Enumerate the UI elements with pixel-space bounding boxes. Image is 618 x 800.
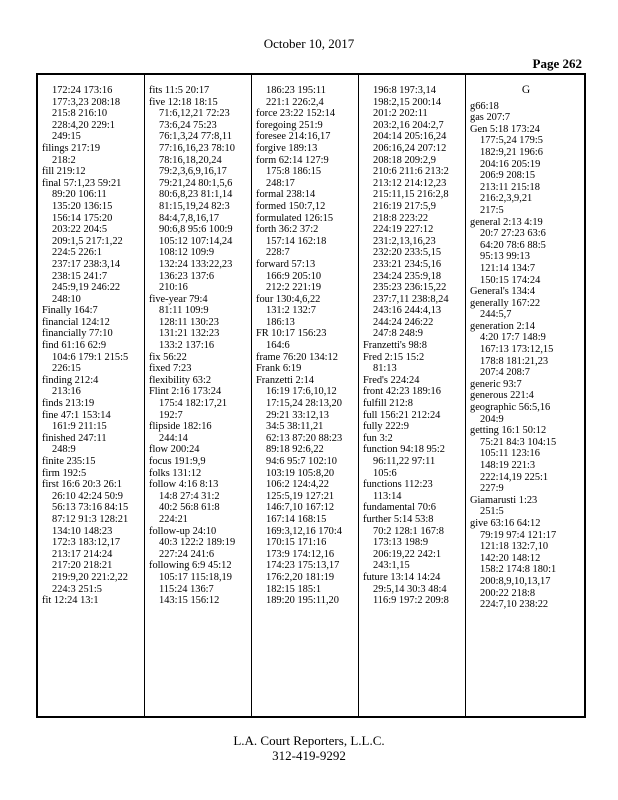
footer-company: L.A. Court Reporters, L.L.C. <box>233 733 385 748</box>
index-entry: generous 221:4 <box>470 390 534 402</box>
index-entry: g66:18 <box>470 100 499 112</box>
index-entry-continuation: 243:1,15 <box>373 560 410 572</box>
index-entry-continuation: 105:6 <box>373 467 397 479</box>
index-entry-continuation: 90:6,8 95:6 100:9 <box>159 224 233 236</box>
index-entry-continuation: 79:19 97:4 121:17 <box>480 529 557 541</box>
index-entry-continuation: 146:7,10 167:12 <box>266 502 335 514</box>
index-entry-continuation: 56:13 73:16 84:15 <box>52 502 129 514</box>
index-entry-continuation: 4:20 17:7 148:9 <box>480 332 546 344</box>
index-entry-continuation: 164:6 <box>266 340 290 352</box>
index-entry-continuation: 228:4,20 229:1 <box>52 119 115 131</box>
index-entry-continuation: 177:5,24 179:5 <box>480 135 543 147</box>
index-entry: fixed 7:23 <box>149 363 192 375</box>
index-entry-continuation: 134:10 148:23 <box>52 525 113 537</box>
index-entry-continuation: 224:21 <box>159 513 188 525</box>
index-entry: flexibility 63:2 <box>149 374 212 386</box>
index-entry: geographic 56:5,16 <box>470 402 551 414</box>
index-entry-continuation: 167:13 173:12,15 <box>480 344 554 356</box>
index-entry-continuation: 232:20 233:5,15 <box>373 247 442 259</box>
index-entry-continuation: 173:9 174:12,16 <box>266 548 335 560</box>
index-entry-continuation: 186:23 195:11 <box>266 85 326 96</box>
index-entry-continuation: 237:17 238:3,14 <box>52 258 121 270</box>
index-entry: fun 3:2 <box>363 432 393 444</box>
index-entry-continuation: 40:2 56:8 61:8 <box>159 502 220 514</box>
index-entry-continuation: 176:2,20 181:19 <box>266 571 335 583</box>
column-divider <box>144 75 145 716</box>
index-entry-continuation: 89:20 106:11 <box>52 189 107 201</box>
index-entry-continuation: 62:13 87:20 88:23 <box>266 432 343 444</box>
index-entry-continuation: 136:23 137:6 <box>159 270 215 282</box>
index-entry-continuation: 217:5 <box>480 204 504 216</box>
index-entry-continuation: 70:2 128:1 167:8 <box>373 525 445 537</box>
index-entry-continuation: 218:8 223:22 <box>373 212 429 224</box>
index-entry-continuation: 177:3,23 208:18 <box>52 96 121 108</box>
index-entry: getting 16:1 50:12 <box>470 425 547 437</box>
index-entry: formulated 126:15 <box>256 212 334 224</box>
index-entry-continuation: 161:9 211:15 <box>52 421 107 433</box>
index-entry-continuation: 95:13 99:13 <box>480 251 530 263</box>
index-entry-continuation: 89:18 92:6,22 <box>266 444 324 456</box>
index-entry-continuation: 77:16,16,23 78:10 <box>159 142 235 154</box>
index-entry-continuation: 143:15 156:12 <box>159 595 220 607</box>
index-entry-continuation: 175:4 182:17,21 <box>159 398 228 410</box>
index-entry: fine 47:1 153:14 <box>42 409 111 421</box>
index-entry-continuation: 142:20 148:12 <box>480 552 541 564</box>
index-entry: fulfill 212:8 <box>363 398 413 410</box>
index-entry-continuation: 29:21 33:12,13 <box>266 409 329 421</box>
index-entry-continuation: 251:5 <box>480 506 504 518</box>
index-entry: future 13:14 14:24 <box>363 571 441 583</box>
index-entry-continuation: 235:23 236:15,22 <box>373 282 447 294</box>
index-entry: financial 124:12 <box>42 316 110 328</box>
index-entry-continuation: 78:16,18,20,24 <box>159 154 222 166</box>
index-entry-continuation: 81:13 <box>373 363 397 375</box>
index-entry: fundamental 70:6 <box>363 502 437 514</box>
index-entry: Finally 164:7 <box>42 305 98 317</box>
index-entry-continuation: 105:12 107:14,24 <box>159 235 233 247</box>
index-entry: generally 167:22 <box>470 297 541 309</box>
section-letter-heading: G <box>521 85 531 96</box>
index-entry: finite 235:15 <box>42 456 96 467</box>
index-entry: form 62:14 127:9 <box>256 154 329 166</box>
index-entry: first 16:6 20:3 26:1 <box>42 479 122 491</box>
index-entry-continuation: 131:2 132:7 <box>266 305 316 317</box>
index-entry-continuation: 244:24 246:22 <box>373 316 434 328</box>
index-entry: following 6:9 45:12 <box>149 560 232 572</box>
index-entry-continuation: 75:21 84:3 104:15 <box>480 436 557 448</box>
index-entry-continuation: 175:8 186:15 <box>266 166 322 178</box>
index-entry-continuation: 248:17 <box>266 177 295 189</box>
index-entry-continuation: 173:13 198:9 <box>373 537 429 549</box>
index-entry-continuation: 115:24 136:7 <box>159 583 214 595</box>
index-entry: general 2:13 4:19 <box>470 216 543 228</box>
index-entry-continuation: 218:2 <box>52 154 76 166</box>
index-entry-continuation: 94:6 95:7 102:10 <box>266 456 338 467</box>
index-entry: Fred's 224:24 <box>363 374 420 386</box>
index-entry-continuation: 116:9 197:2 209:8 <box>373 595 449 607</box>
index-entry-continuation: 106:2 124:4,22 <box>266 479 329 491</box>
index-entry: forgive 189:13 <box>256 142 318 154</box>
index-entry-continuation: 150:15 174:24 <box>480 274 541 286</box>
index-entry-continuation: 178:8 181:21,23 <box>480 355 549 367</box>
index-entry-continuation: 172:3 183:12,17 <box>52 537 121 549</box>
index-entry-continuation: 121:14 134:7 <box>480 262 536 274</box>
index-entry: focus 191:9,9 <box>149 456 206 467</box>
index-entry: final 57:1,23 59:21 <box>42 177 122 189</box>
index-entry: Frank 6:19 <box>256 363 302 375</box>
index-entry-continuation: 244:14 <box>159 432 188 444</box>
index-entry: formed 150:7,12 <box>256 200 326 212</box>
index-entry-continuation: 243:16 244:4,13 <box>373 305 442 317</box>
index-entry-continuation: 167:14 168:15 <box>266 513 327 525</box>
index-entry: functions 112:23 <box>363 479 433 491</box>
index-entry-continuation: 192:7 <box>159 409 183 421</box>
index-entry: forward 57:13 <box>256 258 316 270</box>
index-entry-continuation: 96:11,22 97:11 <box>373 456 436 467</box>
index-entry-continuation: 156:14 175:20 <box>52 212 113 224</box>
index-entry-continuation: 215:8 216:10 <box>52 108 108 120</box>
index-entry-continuation: 213:12 214:12,23 <box>373 177 447 189</box>
index-entry: gas 207:7 <box>470 112 511 124</box>
index-entry-continuation: 210:6 211:6 213:2 <box>373 166 449 178</box>
index-entry: forth 36:2 37:2 <box>256 224 319 236</box>
index-entry: follow-up 24:10 <box>149 525 217 537</box>
index-entry-continuation: 222:14,19 225:1 <box>480 471 549 483</box>
index-entry: follow 4:16 8:13 <box>149 479 219 491</box>
index-entry-continuation: 174:23 175:13,17 <box>266 560 340 572</box>
index-box <box>36 73 586 718</box>
index-entry-continuation: 108:12 109:9 <box>159 247 215 259</box>
index-entry-continuation: 17:15,24 28:13,20 <box>266 398 342 410</box>
index-entry: General's 134:4 <box>470 286 536 298</box>
index-entry: four 130:4,6,22 <box>256 293 321 305</box>
index-entry-continuation: 73:6,24 75:23 <box>159 119 217 131</box>
index-entry-continuation: 200:22 218:8 <box>480 587 536 599</box>
index-entry-continuation: 125:5,19 127:21 <box>266 490 335 502</box>
index-entry-continuation: 234:24 235:9,18 <box>373 270 442 282</box>
page-date: October 10, 2017 <box>263 36 355 51</box>
index-entry-continuation: 221:1 226:2,4 <box>266 96 324 108</box>
index-entry-continuation: 224:5 226:1 <box>52 247 102 259</box>
index-entry-continuation: 20:7 27:23 63:6 <box>480 228 546 240</box>
index-entry-continuation: 16:19 17:6,10,12 <box>266 386 337 398</box>
index-entry-continuation: 247:8 248:9 <box>373 328 423 340</box>
index-entry: finding 212:4 <box>42 374 99 386</box>
index-entry-continuation: 166:9 205:10 <box>266 270 322 282</box>
index-entry-continuation: 182:9,21 196:6 <box>480 146 543 158</box>
index-entry-continuation: 87:12 91:3 128:21 <box>52 513 129 525</box>
column-divider <box>465 75 466 716</box>
index-entry-continuation: 226:15 <box>52 363 81 375</box>
index-entry: give 63:16 64:12 <box>470 517 541 529</box>
index-entry-continuation: 206:19,22 242:1 <box>373 548 442 560</box>
index-entry-continuation: 198:2,15 200:14 <box>373 96 442 108</box>
index-entry-continuation: 209:1,5 217:1,22 <box>52 235 123 247</box>
index-entry-continuation: 238:15 241:7 <box>52 270 108 282</box>
index-entry-continuation: 224:7,10 238:22 <box>480 599 549 611</box>
index-entry-continuation: 34:5 38:11,21 <box>266 421 324 433</box>
index-entry: Franzetti 2:14 <box>256 374 315 386</box>
index-entry-continuation: 237:7,11 238:8,24 <box>373 293 449 305</box>
index-entry: flow 200:24 <box>149 444 200 456</box>
index-entry-continuation: 157:14 162:18 <box>266 235 327 247</box>
index-entry-continuation: 104:6 179:1 215:5 <box>52 351 129 363</box>
index-entry: five 12:18 18:15 <box>149 96 218 108</box>
index-entry: flipside 182:16 <box>149 421 212 433</box>
index-entry-continuation: 224:3 251:5 <box>52 583 102 595</box>
index-entry-continuation: 248:9 <box>52 444 76 456</box>
index-entry-continuation: 213:16 <box>52 386 81 398</box>
index-entry: Giamarusti 1:23 <box>470 494 538 506</box>
index-entry-continuation: 105:17 115:18,19 <box>159 571 232 583</box>
index-entry: fully 222:9 <box>363 421 409 433</box>
index-entry-continuation: 203:2,16 204:2,7 <box>373 119 444 131</box>
column-divider <box>251 75 252 716</box>
index-entry: fix 56:22 <box>149 351 187 363</box>
index-entry-continuation: 128:11 130:23 <box>159 316 219 328</box>
index-entry-continuation: 172:24 173:16 <box>52 85 113 96</box>
index-entry-continuation: 26:10 42:24 50:9 <box>52 490 124 502</box>
index-entry: force 23:22 152:14 <box>256 108 336 120</box>
index-entry-continuation: 81:11 109:9 <box>159 305 209 317</box>
index-entry: Franzetti's 98:8 <box>363 340 427 352</box>
index-entry-continuation: 231:2,13,16,23 <box>373 235 436 247</box>
index-column-5 <box>470 85 582 714</box>
index-entry-continuation: 224:19 227:12 <box>373 224 434 236</box>
index-entry-continuation: 206:9 208:15 <box>480 170 536 182</box>
index-entry-continuation: 248:10 <box>52 293 81 305</box>
index-entry: frame 76:20 134:12 <box>256 351 338 363</box>
index-entry: function 94:18 95:2 <box>363 444 445 456</box>
index-entry: find 61:16 62:9 <box>42 340 107 352</box>
index-entry-continuation: 244:5,7 <box>480 309 512 321</box>
index-entry: foresee 214:16,17 <box>256 131 331 143</box>
index-entry: finished 247:11 <box>42 432 107 444</box>
index-entry-continuation: 210:16 <box>159 282 188 294</box>
index-entry: foregoing 251:9 <box>256 119 323 131</box>
index-entry-continuation: 148:19 221:3 <box>480 460 536 471</box>
index-entry: full 156:21 212:24 <box>363 409 441 421</box>
index-entry: formal 238:14 <box>256 189 316 201</box>
index-entry-continuation: 132:24 133:22,23 <box>159 258 233 270</box>
index-entry-continuation: 228:7 <box>266 247 290 259</box>
index-entry-continuation: 249:15 <box>52 131 81 143</box>
index-entry-continuation: 133:2 137:16 <box>159 340 215 352</box>
index-entry-continuation: 206:16,24 207:12 <box>373 142 447 154</box>
index-entry-continuation: 212:2 221:19 <box>266 282 322 294</box>
index-entry: financially 77:10 <box>42 328 113 340</box>
index-entry-continuation: 227:24 241:6 <box>159 548 215 560</box>
index-entry-continuation: 219:9,20 221:2,22 <box>52 571 128 583</box>
index-entry: folks 131:12 <box>149 467 202 479</box>
index-entry-continuation: 216:2,3,9,21 <box>480 193 533 205</box>
index-entry: Fred 2:15 15:2 <box>363 351 425 363</box>
index-entry: Gen 5:18 173:24 <box>470 123 540 135</box>
index-entry: fit 12:24 13:1 <box>42 595 99 607</box>
index-entry: further 5:14 53:8 <box>363 513 434 525</box>
index-entry-continuation: 216:19 217:5,9 <box>373 200 436 212</box>
index-entry-continuation: 189:20 195:11,20 <box>266 595 339 607</box>
index-entry: five-year 79:4 <box>149 293 208 305</box>
column-divider <box>358 75 359 716</box>
index-entry-continuation: 217:20 218:21 <box>52 560 113 572</box>
index-entry-continuation: 76:1,3,24 77:8,11 <box>159 131 232 143</box>
index-entry-continuation: 182:15 185:1 <box>266 583 322 595</box>
index-entry-continuation: 213:11 215:18 <box>480 181 540 193</box>
index-entry: generation 2:14 <box>470 320 535 332</box>
index-entry-continuation: 208:18 209:2,9 <box>373 154 436 166</box>
index-entry-continuation: 81:15,19,24 82:3 <box>159 200 230 212</box>
index-entry: generic 93:7 <box>470 378 522 390</box>
index-entry: finds 213:19 <box>42 398 95 410</box>
index-entry-continuation: 227:9 <box>480 483 504 495</box>
index-column-3 <box>256 85 356 714</box>
index-column-1 <box>42 85 142 714</box>
index-entry-continuation: 200:8,9,10,13,17 <box>480 575 551 587</box>
index-column-4 <box>363 85 463 714</box>
index-entry: fits 11:5 20:17 <box>149 85 210 96</box>
index-entry-continuation: 64:20 78:6 88:5 <box>480 239 546 251</box>
index-entry-continuation: 135:20 136:15 <box>52 200 113 212</box>
index-entry-continuation: 203:22 204:5 <box>52 224 108 236</box>
index-entry-continuation: 207:4 208:7 <box>480 367 530 379</box>
index-entry-continuation: 213:17 214:24 <box>52 548 113 560</box>
index-entry: Flint 2:16 173:24 <box>149 386 222 398</box>
index-entry: filings 217:19 <box>42 142 101 154</box>
index-entry-continuation: 201:2 202:11 <box>373 108 428 120</box>
index-entry-continuation: 113:14 <box>373 490 402 502</box>
index-entry-continuation: 121:18 132:7,10 <box>480 541 549 553</box>
index-entry: FR 10:17 156:23 <box>256 328 327 340</box>
index-entry-continuation: 84:4,7,8,16,17 <box>159 212 220 224</box>
index-entry-continuation: 14:8 27:4 31:2 <box>159 490 220 502</box>
index-entry: fill 219:12 <box>42 166 86 178</box>
index-entry-continuation: 186:13 <box>266 316 295 328</box>
index-entry: firm 192:5 <box>42 467 87 479</box>
index-entry-continuation: 215:11,15 216:2,8 <box>373 189 449 201</box>
index-entry-continuation: 158:2 174:8 180:1 <box>480 564 557 576</box>
index-entry-continuation: 80:6,8,23 81:1,14 <box>159 189 233 201</box>
index-entry-continuation: 204:14 205:16,24 <box>373 131 447 143</box>
index-entry-continuation: 79:21,24 80:1,5,6 <box>159 177 233 189</box>
index-entry-continuation: 204:9 <box>480 413 504 425</box>
index-entry-continuation: 169:3,12,16 170:4 <box>266 525 342 537</box>
footer-phone: 312-419-9292 <box>272 748 346 763</box>
index-entry-continuation: 79:2,3,6,9,16,17 <box>159 166 227 178</box>
index-entry-continuation: 245:9,19 246:22 <box>52 282 121 294</box>
index-entry-continuation: 233:21 234:5,16 <box>373 258 442 270</box>
index-entry-continuation: 71:6,12,21 72:23 <box>159 108 230 120</box>
index-entry-continuation: 170:15 171:16 <box>266 537 327 549</box>
index-entry-continuation: 40:3 122:2 189:19 <box>159 537 236 549</box>
page-number: Page 262 <box>532 56 582 71</box>
index-entry: front 42:23 189:16 <box>363 386 441 398</box>
index-column-2 <box>149 85 249 714</box>
index-entry-continuation: 29:5,14 30:3 48:4 <box>373 583 447 595</box>
index-entry-continuation: 103:19 105:8,20 <box>266 467 335 479</box>
index-entry-continuation: 105:11 123:16 <box>480 448 540 460</box>
index-entry-continuation: 131:21 132:23 <box>159 328 220 340</box>
index-entry-continuation: 204:16 205:19 <box>480 158 541 170</box>
index-entry-continuation: 196:8 197:3,14 <box>373 85 436 96</box>
